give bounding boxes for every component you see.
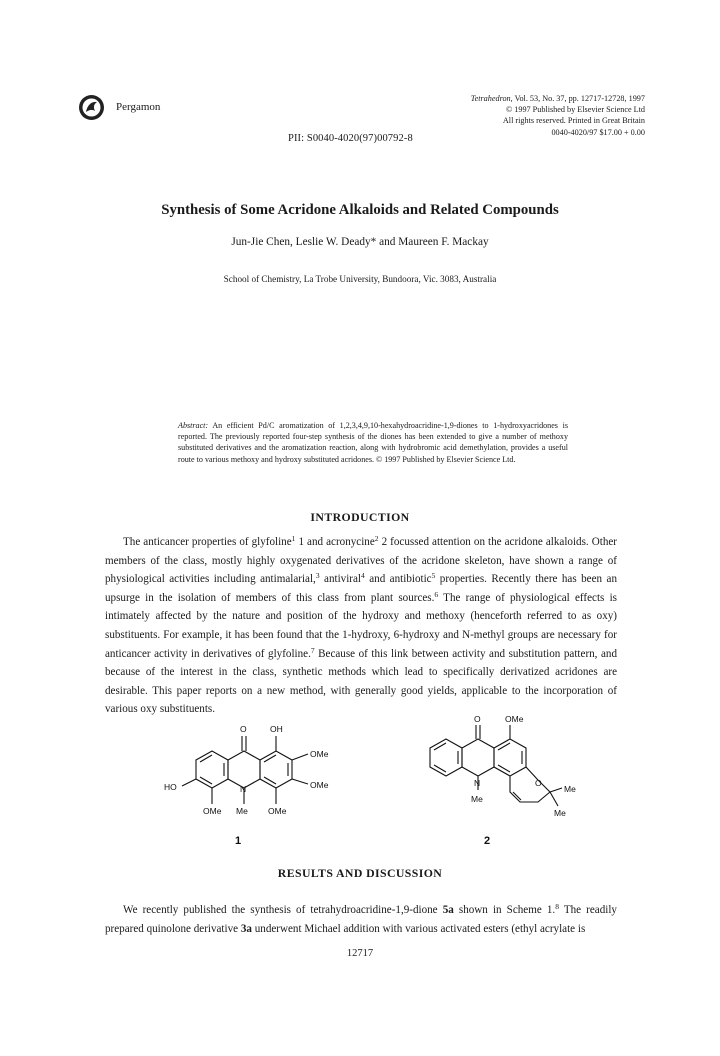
abstract-copyright: © 1997 Published by Elsevier Science Ltd.: [374, 454, 516, 464]
price-line: 0040-4020/97 $17.00 + 0.00: [551, 127, 645, 137]
s1-oh: OH: [270, 724, 283, 734]
results-paragraph: We recently published the synthesis of tetrahydroacridine-1,9-dione 5a shown in Scheme 1.$^8$ The readily prepared quinolone derivative 3a underwent Michael addition with various activated esters (ethyl acrylate is: [105, 902, 617, 935]
article-title: Synthesis of Some Acridone Alkaloids and Related Compounds: [161, 202, 559, 218]
s1-ome-right: OMe: [268, 806, 287, 816]
copyright-line: © 1997 Published by Elsevier Science Ltd: [505, 105, 645, 115]
affiliation: School of Chemistry, La Trobe University, Bundoora, Vic. 3083, Australia: [223, 274, 497, 284]
s1-nitrogen: N: [240, 784, 247, 794]
s1-ho: HO: [164, 782, 177, 792]
authors: Jun-Jie Chen, Leslie W. Deady* and Maureen F. Mackay: [231, 236, 489, 248]
pii: PII: S0040-4020(97)00792-8: [288, 133, 413, 144]
s1-ome-upper: OMe: [310, 749, 329, 759]
structure-2-labels: [471, 714, 576, 847]
pergamon-logo: [78, 94, 105, 121]
s2-carbonyl-o: O: [474, 714, 481, 724]
s1-carbonyl-o: O: [240, 724, 247, 734]
abstract-label: Abstract:: [178, 421, 209, 430]
introduction-paragraph: The anticancer properties of glyfoline$^1$ 1 and acronycine$^2$ 2 focussed attention on the acridone alkaloids. Other members of the class, mostly highly oxygenated derivatives of the acridone skeleton, have shown a range of physiological activities including antimalarial,$^3$ antiviral$^4$ and antibiotic$^5$ properties. Recently there has been an upsurge in the isolation of members of this class from plant sources.$^6$ The range of physiological effects is intimately affected by the nature and position of the hydroxy and methoxy (henceforth referred to as oxy) substituents. For example, it has been found that the 1-hydroxy, 6-hydroxy and N-methyl groups are necessary for anticancer activity in derivatives of glyfoline.$^7$ Because of this link between activity and substitution pattern, and because of the interest in the class, synthetic methods which lead to specifically derivatized acridones are desirable. This paper reports on a new method, with generally good yields, applicable to the incorporation of various oxy substituents.: [105, 534, 618, 716]
page-number: 12717: [346, 948, 374, 959]
s2-ring-oxygen: O: [535, 778, 542, 788]
journal-name: Tetrahedron: [470, 94, 511, 103]
abstract-text: An efficient Pd/C aromatization of 1,2,3,4,9,10-hexahydroacridine-1,9-diones to 1-hydroxyacridones is reported. The previously reported four-step synthesis of the diones has been extended to give a number of methoxy substituted derivatives and the aromatization reaction, along with hydrobromic acid demethylation, provides a useful route to various methoxy and hydroxy substituted acridones.: [178, 421, 568, 464]
journal-info: [305, 93, 645, 138]
introduction-body: [105, 533, 617, 719]
results-body: [105, 901, 617, 938]
s1-n-methyl: Me: [236, 806, 248, 816]
rights-line: All rights reserved. Printed in Great Britain: [502, 116, 645, 126]
s2-methyl-a: Me: [564, 784, 576, 794]
s1-ome-lower: OMe: [310, 780, 329, 790]
abstract: [178, 420, 568, 465]
structure-1-number: 1: [235, 835, 242, 847]
s2-nitrogen: N: [474, 778, 481, 788]
s2-ome: OMe: [505, 714, 524, 724]
s2-methyl-b: Me: [554, 808, 566, 818]
s1-ome-left: OMe: [203, 806, 222, 816]
results-heading: RESULTS AND DISCUSSION: [277, 866, 443, 880]
s2-n-methyl: Me: [471, 794, 483, 804]
publisher-name: Pergamon: [116, 101, 161, 113]
structure-2: [430, 725, 562, 806]
chemical-structures: [160, 712, 580, 862]
structure-2-number: 2: [484, 835, 491, 847]
introduction-heading: INTRODUCTION: [310, 510, 410, 524]
journal-citation: Tetrahedron, Vol. 53, No. 37, pp. 12717-12728, 1997: [470, 94, 645, 103]
